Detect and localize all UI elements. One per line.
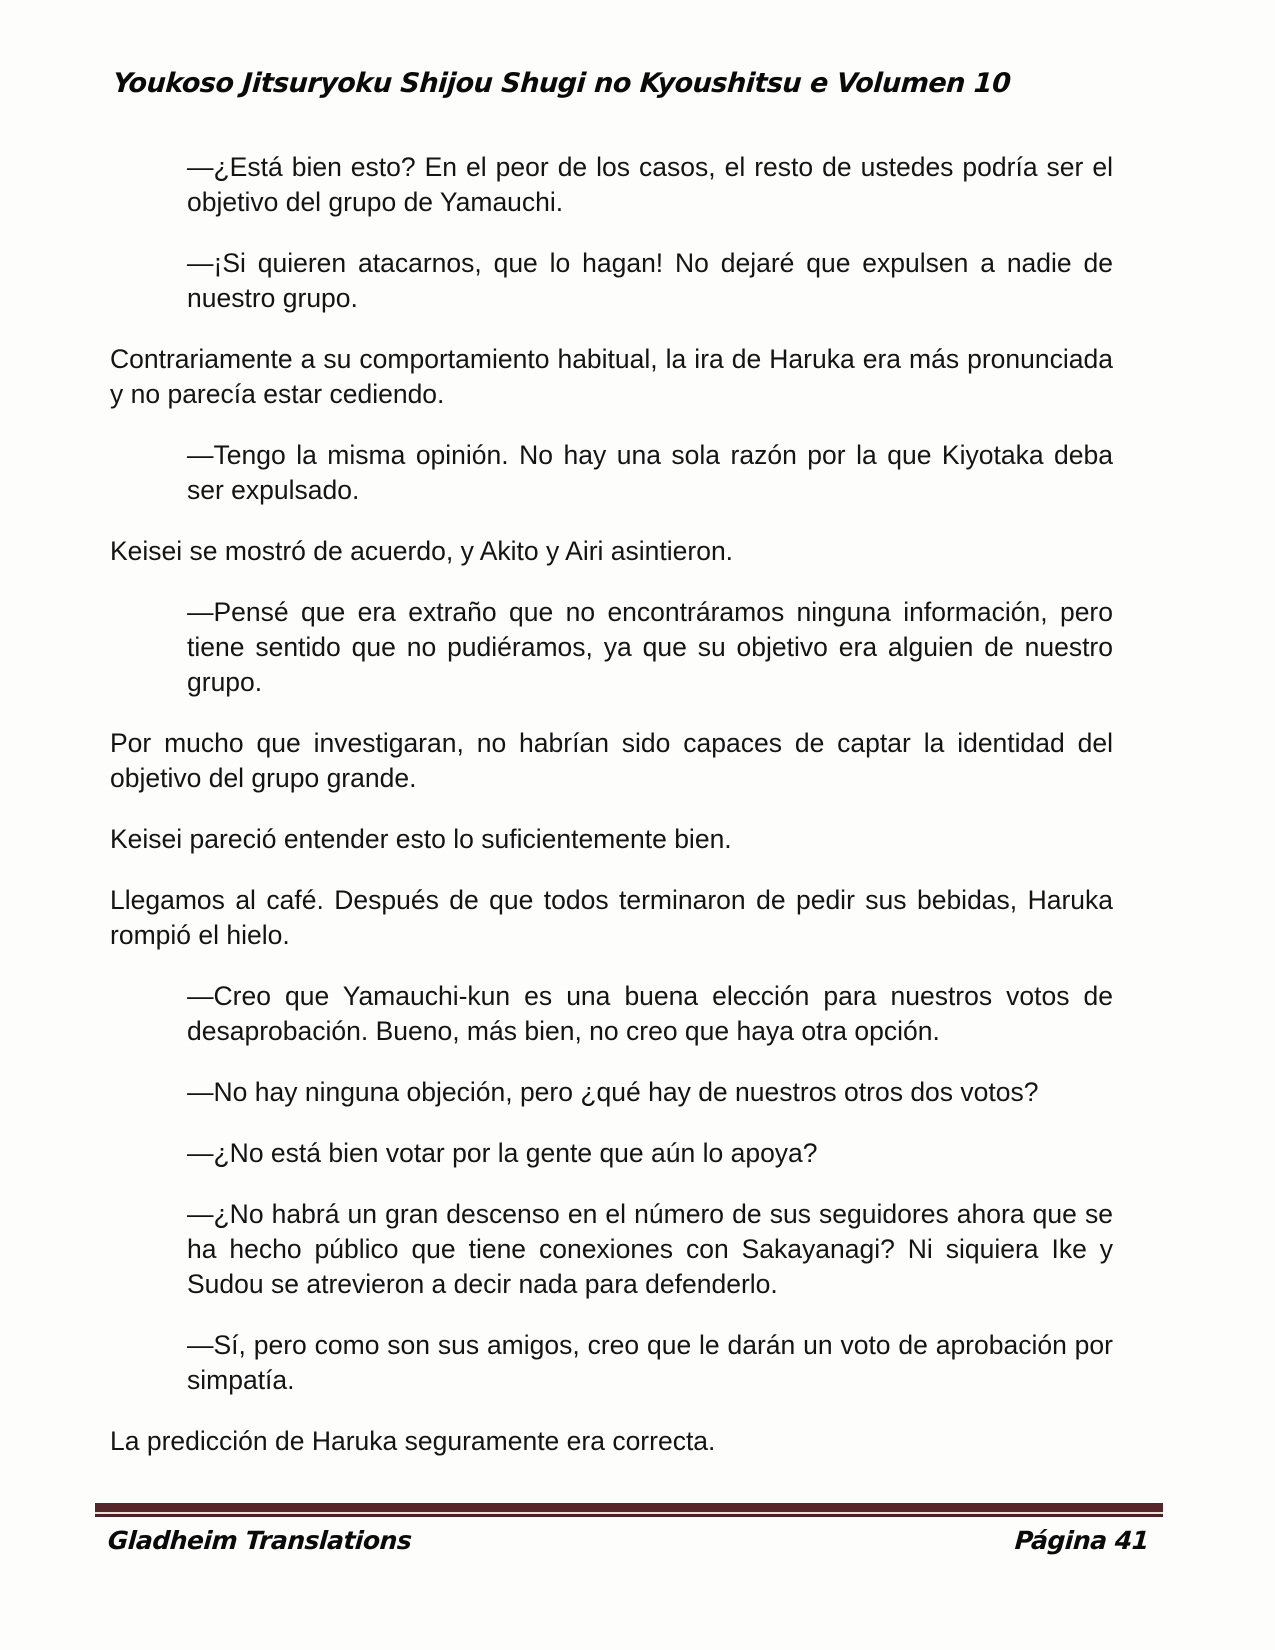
paragraph: —¡Si quieren atacarnos, que lo hagan! No dejaré que expulsen a nadie de nuestro grupo. (187, 248, 1113, 313)
paragraph: —¿Está bien esto? En el peor de los casos, el resto de ustedes podría ser el objetivo del grupo de Yamauchi. (187, 152, 1113, 217)
paragraph: La predicción de Haruka seguramente era correcta. (110, 1426, 716, 1456)
paragraph: Por mucho que investigaran, no habrían sido capaces de captar la identidad del objetivo del grupo grande. (110, 728, 1113, 793)
footer-rule (95, 1503, 1163, 1517)
footer-translator-name: Gladheim Translations (106, 1526, 413, 1555)
page-body (110, 150, 1113, 1485)
page-header (112, 68, 1162, 99)
paragraph: —Creo que Yamauchi-kun es una buena elección para nuestros votos de desaprobación. Bueno, más bien, no creo que haya otra opción. (187, 981, 1113, 1046)
header-title: Youkoso Jitsuryoku Shijou Shugi no Kyoushitsu e Volumen 10 (112, 68, 1012, 99)
paragraph: —Sí, pero como son sus amigos, creo que le darán un voto de aprobación por simpatía. (187, 1330, 1113, 1395)
paragraph: Keisei se mostró de acuerdo, y Akito y Airi asintieron. (110, 536, 734, 566)
paragraph: —¿No habrá un gran descenso en el número de sus seguidores ahora que se ha hecho público que tiene conexiones con Sakayanagi? Ni siquiera Ike y Sudou se atrevieron a decir nada para defenderlo. (187, 1199, 1113, 1299)
paragraph: Llegamos al café. Después de que todos terminaron de pedir sus bebidas, Haruka rompió el hielo. (110, 885, 1113, 950)
page-footer (95, 1503, 1163, 1555)
paragraph: —Tengo la misma opinión. No hay una sola razón por la que Kiyotaka deba ser expulsado. (187, 440, 1113, 505)
paragraph: —Pensé que era extraño que no encontráramos ninguna información, pero tiene sentido que no pudiéramos, ya que su objetivo era alguien de nuestro grupo. (187, 597, 1113, 697)
footer-rule-thin-line (95, 1514, 1163, 1517)
footer-row (95, 1526, 1163, 1555)
footer-rule-thick-line (95, 1503, 1163, 1512)
paragraph: Keisei pareció entender esto lo suficientemente bien. (110, 824, 732, 854)
footer-page-number: Página 41 (1014, 1526, 1151, 1555)
paragraph: —¿No está bien votar por la gente que aún lo apoya? (187, 1138, 818, 1168)
paragraph: —No hay ninguna objeción, pero ¿qué hay de nuestros otros dos votos? (187, 1077, 1039, 1107)
paragraph: Contrariamente a su comportamiento habitual, la ira de Haruka era más pronunciada y no parecía estar cediendo. (110, 344, 1113, 409)
